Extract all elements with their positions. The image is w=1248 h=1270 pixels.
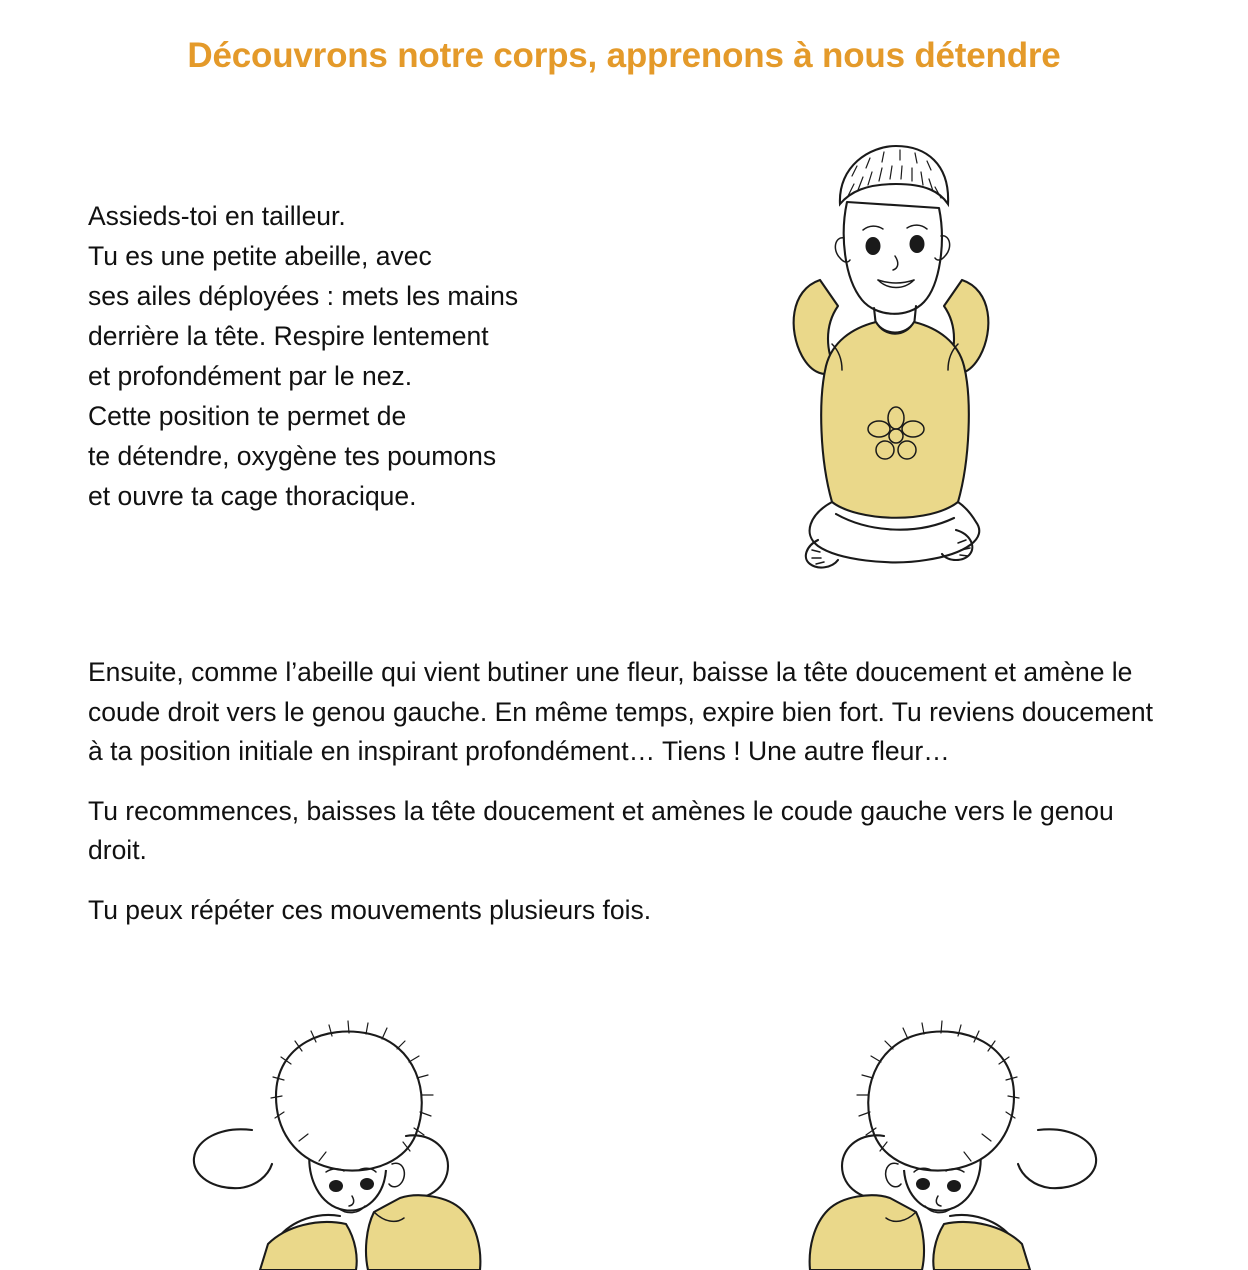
intro-line: Assieds-toi en tailleur.: [88, 201, 346, 231]
child-sitting-cross-legged-hands-behind-head-illustration: [740, 130, 1040, 590]
body-paragraphs: [88, 653, 1168, 930]
body-paragraph: Tu peux répéter ces mouvements plusieurs fois.: [88, 894, 652, 925]
intro-line: derrière la tête. Respire lentement: [88, 321, 489, 351]
body-paragraph: Ensuite, comme l’abeille qui vient butiner une fleur, baisse la tête doucement et amène le coude droit vers le genou gauche. En même temps, expire bien fort. Tu reviens doucement à ta position initiale en inspirant profondément… Tiens ! Une autre fleur…: [88, 657, 1154, 766]
intro-line: Cette position te permet de: [88, 401, 407, 431]
intro-line: te détendre, oxygène tes poumons: [88, 441, 497, 471]
intro-paragraph: [88, 196, 668, 516]
child-bending-left-elbow-to-right-knee-illustration: [800, 1000, 1130, 1270]
child-bending-right-elbow-to-left-knee-illustration: [160, 1000, 490, 1270]
intro-line: ses ailes déployées : mets les mains: [88, 281, 519, 311]
intro-line: et ouvre ta cage thoracique.: [88, 481, 417, 511]
intro-line: et profondément par le nez.: [88, 361, 413, 391]
intro-line: Tu es une petite abeille, avec: [88, 241, 432, 271]
body-paragraph: Tu recommences, baisses la tête doucement et amènes le coude gauche vers le genou droit.: [88, 795, 1114, 865]
page-title: Découvrons notre corps, apprenons à nous détendre: [187, 36, 1061, 75]
